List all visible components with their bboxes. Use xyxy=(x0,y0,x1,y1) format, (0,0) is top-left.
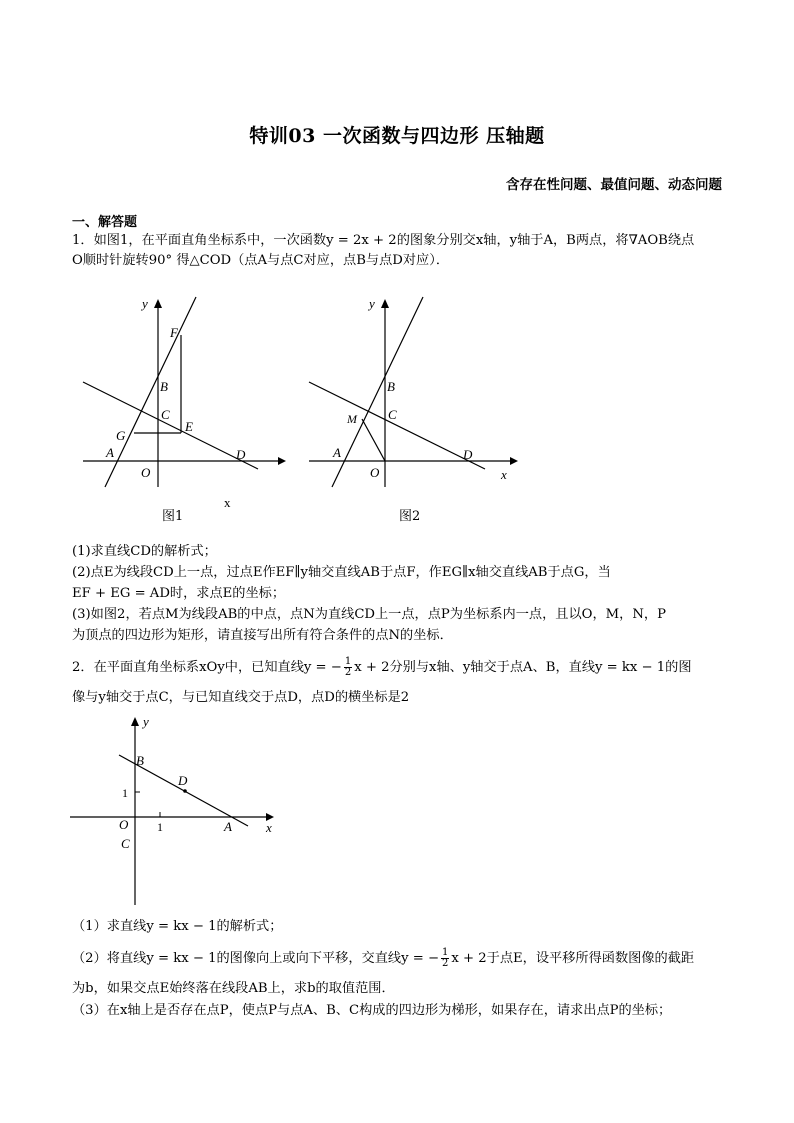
fig1-y-arrow xyxy=(154,299,162,308)
fig3-label-b: B xyxy=(136,753,144,768)
fig3-label-a: A xyxy=(224,819,232,834)
q2-frac-num: 1 xyxy=(344,656,352,667)
q2-part2-line2: 为b，如果交点E始终落在线段AB上，求b的取值范围． xyxy=(72,981,395,996)
page-subtitle: 含存在性问题、最值问题、动态问题 xyxy=(506,177,722,193)
q2-part3: （3）在x轴上是否存在点P，使点P与点A、B、C构成的四边形为梯形，如果存在，请求出点P的坐标； xyxy=(72,1003,672,1018)
section-heading: 一、解答题 xyxy=(72,215,138,230)
q1-figure-2 xyxy=(305,292,520,492)
fig3-label-x: x xyxy=(266,820,272,835)
fig2-label-b: B xyxy=(387,379,395,394)
q2-part2-frac-den: 2 xyxy=(442,958,449,969)
q1-line2: O顺时针旋转90° 得△COD（点A与点C对应，点B与点D对应）． xyxy=(72,253,450,268)
fig1-label-c: C xyxy=(161,407,170,422)
fig1-label-a: A xyxy=(106,445,114,460)
fig2-line-ab xyxy=(332,297,423,487)
fig3-label-d: D xyxy=(178,773,188,788)
fig3-label-o: O xyxy=(119,817,129,832)
q2-part2-post: x + 2于点E，设平移所得函数图像的截距 xyxy=(451,951,695,966)
fig2-segment-om xyxy=(362,419,385,461)
q2-part2-line1 xyxy=(72,948,732,969)
q1-part3-line2: 为顶点的四边形为矩形，请直接写出所有符合条件的点N的坐标． xyxy=(72,628,453,643)
q2-line2: 像与y轴交于点C，与已知直线交于点D，点D的横坐标是2 xyxy=(72,690,410,705)
q1-line1: 1．如图1，在平面直角坐标系中，一次函数y = 2x + 2的图象分别交x轴，y轴于A，B两点，将∇AOB绕点 xyxy=(72,233,695,248)
fig3-label-c: C xyxy=(121,836,130,851)
fig2-label-c: C xyxy=(388,407,397,422)
fig3-y-arrow xyxy=(131,717,139,726)
fig1-label-x: x xyxy=(224,495,231,510)
fig1-label-o: O xyxy=(141,465,151,480)
q2-line1-post: x + 2分别与x轴、y轴交于点A、B，直线y = kx − 1的图 xyxy=(354,660,692,675)
fig1-label-g: G xyxy=(116,428,126,443)
fig2-label-o: O xyxy=(370,465,380,480)
fig1-caption: 图1 xyxy=(162,509,184,524)
q1-figure-1 xyxy=(78,292,288,510)
q1-part2-line1: (2)点E为线段CD上一点，过点E作EF∥y轴交直线AB于点F，作EG∥x轴交直线AB于点G，当 xyxy=(72,565,611,580)
fig1-label-e: E xyxy=(185,419,193,434)
q2-line1-pre: 2．在平面直角坐标系xOy中，已知直线y = − xyxy=(72,660,342,675)
fig3-label-one-x: 1 xyxy=(157,820,163,834)
fig1-label-f: F xyxy=(170,325,178,340)
q1-part1: (1)求直线CD的解析式； xyxy=(72,544,217,559)
fig1-x-arrow xyxy=(278,457,286,465)
fig1-line-ab xyxy=(105,297,196,487)
q2-fraction xyxy=(344,657,352,678)
q2-figure xyxy=(66,710,281,910)
q2-part1: （1）求直线y = kx − 1的解析式； xyxy=(72,919,283,934)
fig2-label-d: D xyxy=(463,447,473,462)
fig1-label-d: D xyxy=(236,447,246,462)
q1-part2-line2: EF + EG = AD时，求点E的坐标； xyxy=(72,586,286,601)
q2-part2-pre: （2）将直线y = kx − 1的图像向上或向下平移，交直线y = − xyxy=(72,951,440,966)
page-title: 特训03 一次函数与四边形 压轴题 xyxy=(249,125,545,147)
q2-part2-fraction xyxy=(441,948,449,969)
q1-part3-line1: (3)如图2，若点M为线段AB的中点，点N为直线CD上一点，点P为坐标系内一点，且以O，M，N，P xyxy=(72,607,666,622)
fig3-label-y: y xyxy=(143,714,149,729)
q2-frac-den: 2 xyxy=(344,667,352,678)
fig2-label-y: y xyxy=(369,296,375,311)
q2-line1 xyxy=(72,657,732,678)
fig1-label-b: B xyxy=(160,379,168,394)
fig2-x-arrow xyxy=(510,457,518,465)
fig1-label-y: y xyxy=(142,296,148,311)
q2-part2-frac-num: 1 xyxy=(442,947,449,958)
fig2-label-m: M xyxy=(347,412,357,426)
fig2-y-arrow xyxy=(381,299,389,308)
fig2-caption: 图2 xyxy=(399,509,421,524)
fig3-point-d xyxy=(183,789,187,793)
fig2-label-x: x xyxy=(501,467,507,482)
fig3-label-one-y: 1 xyxy=(122,786,128,800)
fig2-label-a: A xyxy=(333,445,341,460)
